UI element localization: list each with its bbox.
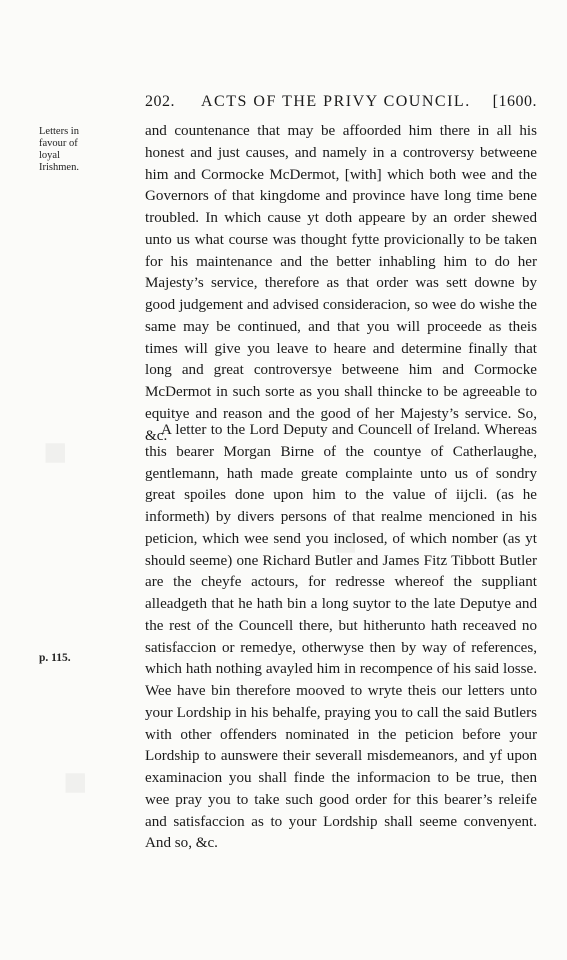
page-number: 202.	[145, 93, 175, 110]
watermark	[30, 425, 80, 475]
paragraph: A letter to the Lord Deputy and Councell of Ireland. Whereas this bearer Morgan Birne of the countye of Catherlaughe, gentlemann, hath made greate complainte unto us of sondry great spoiles done upon him to the value of iijcli. (as he informeth) by divers persons of that realme mencioned in his peticion, which wee send you inclosed, of which nomber (as yt should seeme) one Richard Butler and James Fitz Tibbott Butler are the cheyfe actours, for redresse whereof the suppliant alleadgeth that he hath bin a long suytor to the late Deputye and the rest of the Councell there, but hitherunto hath receaved no satisfaccion or remedye, otherwyse then by way of references, which hath nothing avayled him in recompence of his said losse. Wee have bin therefore mooved to wryte theis our letters unto your Lordship in his behalfe, praying you to call the said Butlers with other offenders nominated in the peticion before your Lordship to aunswere their severall misdemeanors, and yf upon examinacion you shall finde the informacion to be true, then wee pray you to take such good order for this bearer’s releife and satisfaccion as to your Lordship shall seeme convenyent. And so, &c.	[145, 422, 537, 852]
margin-page-reference: p. 115.	[39, 652, 71, 664]
year-marker: [1600.	[492, 93, 537, 110]
page-header	[145, 93, 537, 117]
watermark	[50, 755, 100, 805]
margin-note: Letters in favour of loyal Irishmen.	[39, 126, 79, 173]
paragraph: and countenance that may be affoorded him there in all his honest and just causes, and namely in a controversy betweene him and Cormocke McDermot, [with] which both wee and the Governors of that kingdome and province have long time bene troubled. In which cause yt doth appeare by an order shewed unto us what course was thought fytte provicionally to be taken for his maintenance and the better inhabling him to do her Majesty’s service, therefore as that order was sett downe by good judgement and advised consideracion, so wee do wishe the same may be continued, and that you will proceede as theis times will give you leave to heare and determine finally that long and great controversye betweene him and Cormocke McDermot in such sorte as you shall thincke to be agreeable to equitye and reason and the good of her Majesty’s service. So, &c.	[145, 123, 537, 444]
running-title: ACTS OF THE PRIVY COUNCIL.	[201, 93, 471, 110]
